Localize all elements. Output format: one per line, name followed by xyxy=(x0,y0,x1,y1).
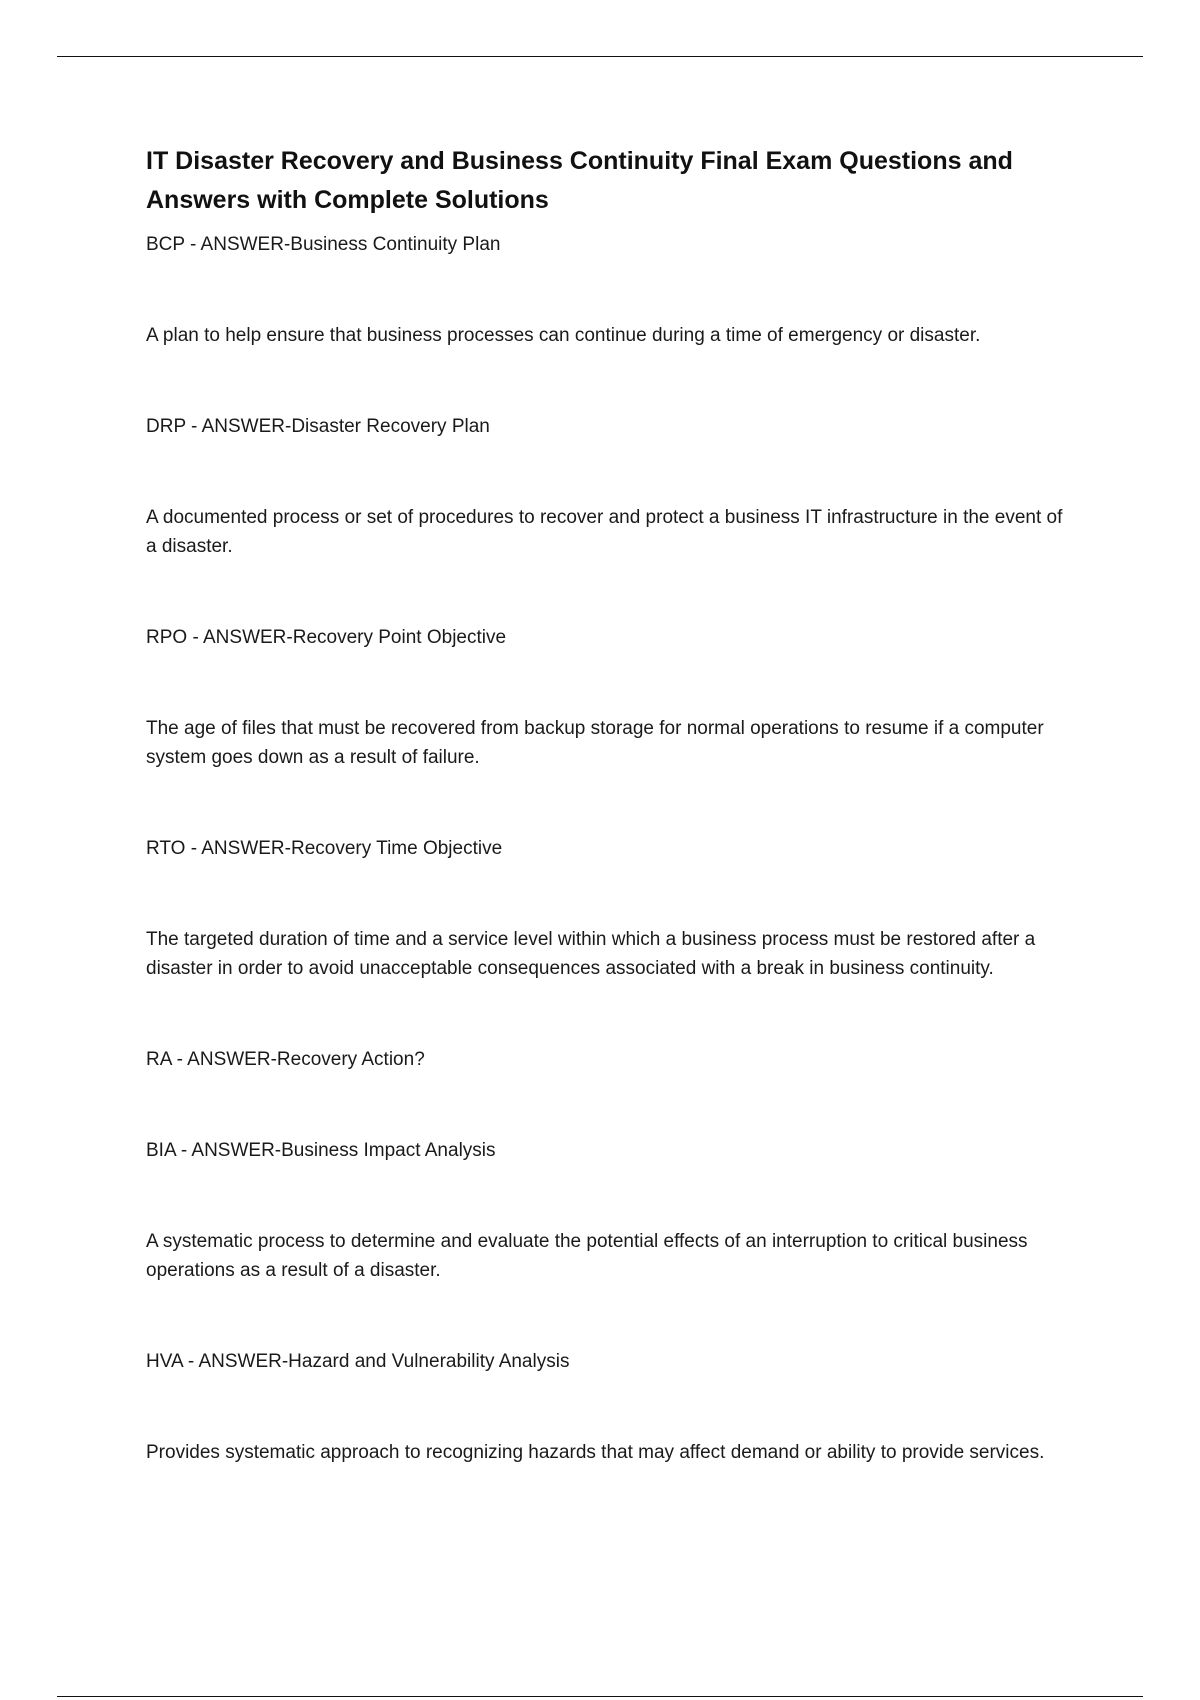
term-rpo: RPO - ANSWER-Recovery Point Objective xyxy=(146,627,507,648)
document-body xyxy=(146,142,1066,1467)
term-ra: RA - ANSWER-Recovery Action? xyxy=(146,1049,425,1070)
definition-bia: A systematic process to determine and evaluate the potential effects of an interruption to critical business operations as a result of a disaster. xyxy=(146,1231,1028,1281)
definition-hva: Provides systematic approach to recognizing hazards that may affect demand or ability to provide services. xyxy=(146,1442,1045,1463)
term-bcp: BCP - ANSWER-Business Continuity Plan xyxy=(146,234,501,255)
term-rto: RTO - ANSWER-Recovery Time Objective xyxy=(146,838,503,859)
footer-rule xyxy=(57,1696,1143,1697)
term-hva: HVA - ANSWER-Hazard and Vulnerability Analysis xyxy=(146,1351,570,1372)
definition-bcp: A plan to help ensure that business processes can continue during a time of emergency or disaster. xyxy=(146,325,981,346)
term-bia: BIA - ANSWER-Business Impact Analysis xyxy=(146,1140,496,1161)
definition-drp: A documented process or set of procedures to recover and protect a business IT infrastructure in the event of a disaster. xyxy=(146,507,1063,557)
header-rule xyxy=(57,56,1143,57)
term-drp: DRP - ANSWER-Disaster Recovery Plan xyxy=(146,416,490,437)
document-title: IT Disaster Recovery and Business Continuity Final Exam Questions and Answers with Complete Solutions xyxy=(146,147,1013,214)
definition-rpo: The age of files that must be recovered from backup storage for normal operations to resume if a computer system goes down as a result of failure. xyxy=(146,718,1044,768)
definition-rto: The targeted duration of time and a service level within which a business process must be restored after a disaster in order to avoid unacceptable consequences associated with a break in business continuity. xyxy=(146,929,1036,979)
